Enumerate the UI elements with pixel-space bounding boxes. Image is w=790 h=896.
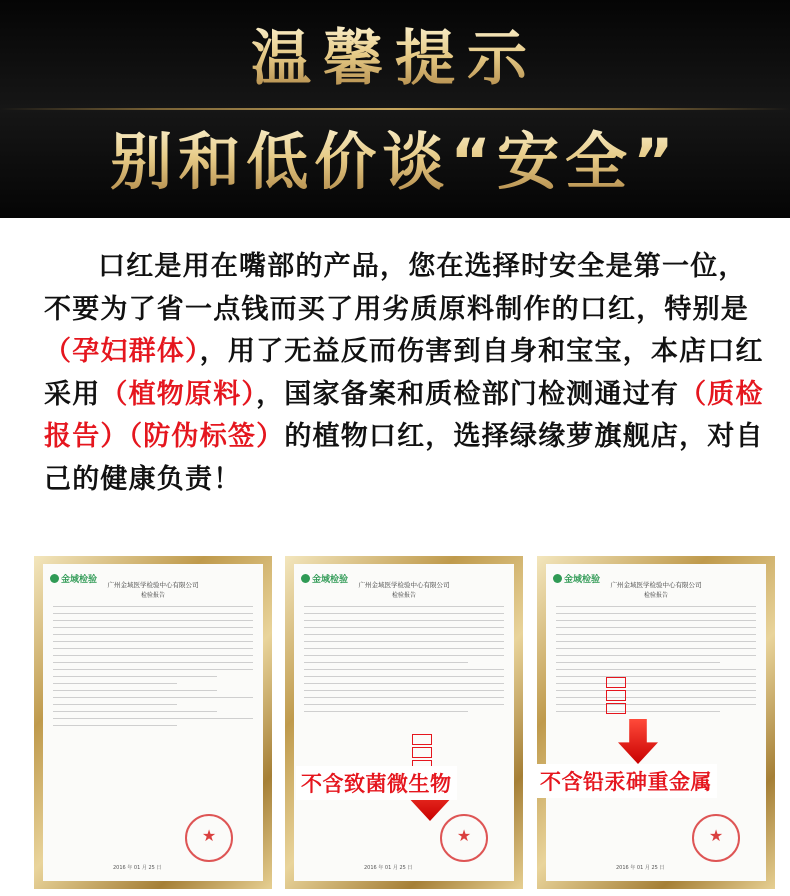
official-seal: ★ [440,814,488,862]
arrow-down-icon [618,719,658,764]
report-sheet [546,564,766,881]
lab-name: 广州金域医学检验中心有限公司 [358,581,450,589]
official-seal: ★ [185,814,233,862]
paragraph-text-1: 口红是用在嘴部的产品，您在选择时安全是第一位，不要为了省一点钱而买了用劣质原料制作的口红，特别是 [44,251,749,325]
report-card-3 [537,556,775,889]
lab-logo: 金域检验 [553,572,600,585]
banner-title: 温馨提示 [0,22,790,96]
lab-name: 广州金域医学检验中心有限公司 [107,581,199,589]
result-highlight-box [412,734,432,745]
callout-no-heavy-metals: 不含铅汞砷重金属 [535,764,717,798]
report-sheet [43,564,263,881]
banner-subtitle: 别和低价谈“安全” [0,122,790,202]
report-card-2 [285,556,523,889]
notice-paragraph [44,246,764,501]
lab-logo: 金域检验 [301,572,348,585]
report-title: 检验报告 [391,592,416,599]
paragraph-text-3: ，国家备案和质检部门检测通过有 [256,378,680,410]
lab-name: 广州金域医学检验中心有限公司 [610,581,702,589]
highlight-report-label: （质检报告）（防伪标签） [44,378,764,452]
result-highlight-box [606,703,626,714]
report-title: 检验报告 [140,592,165,599]
report-body [304,606,504,718]
report-body [556,606,756,718]
result-highlight-box [606,677,626,688]
paragraph-text-4: 的植物口红，选择绿缘萝旗舰店，对自己的健康负责！ [44,421,764,495]
result-highlight-box [606,690,626,701]
lab-logo: 金域检验 [50,572,97,585]
callout-no-microbes: 不含致菌微生物 [296,766,457,800]
report-body [53,606,253,732]
report-date: 2016 年 01 月 25 日 [364,865,413,871]
result-highlight-box [412,747,432,758]
report-date: 2016 年 01 月 25 日 [616,865,665,871]
highlight-pregnant: （孕妇群体） [44,336,200,367]
report-title: 检验报告 [643,592,668,599]
official-seal: ★ [692,814,740,862]
highlight-plant-material: （植物原料） [100,378,257,410]
report-date: 2016 年 01 月 25 日 [113,865,162,871]
report-sheet [294,564,514,881]
report-card-1 [34,556,272,889]
header-banner [0,0,790,218]
paragraph-text-2: ，用了无益反而伤害到自身和宝宝，本店口红采用 [44,336,764,410]
